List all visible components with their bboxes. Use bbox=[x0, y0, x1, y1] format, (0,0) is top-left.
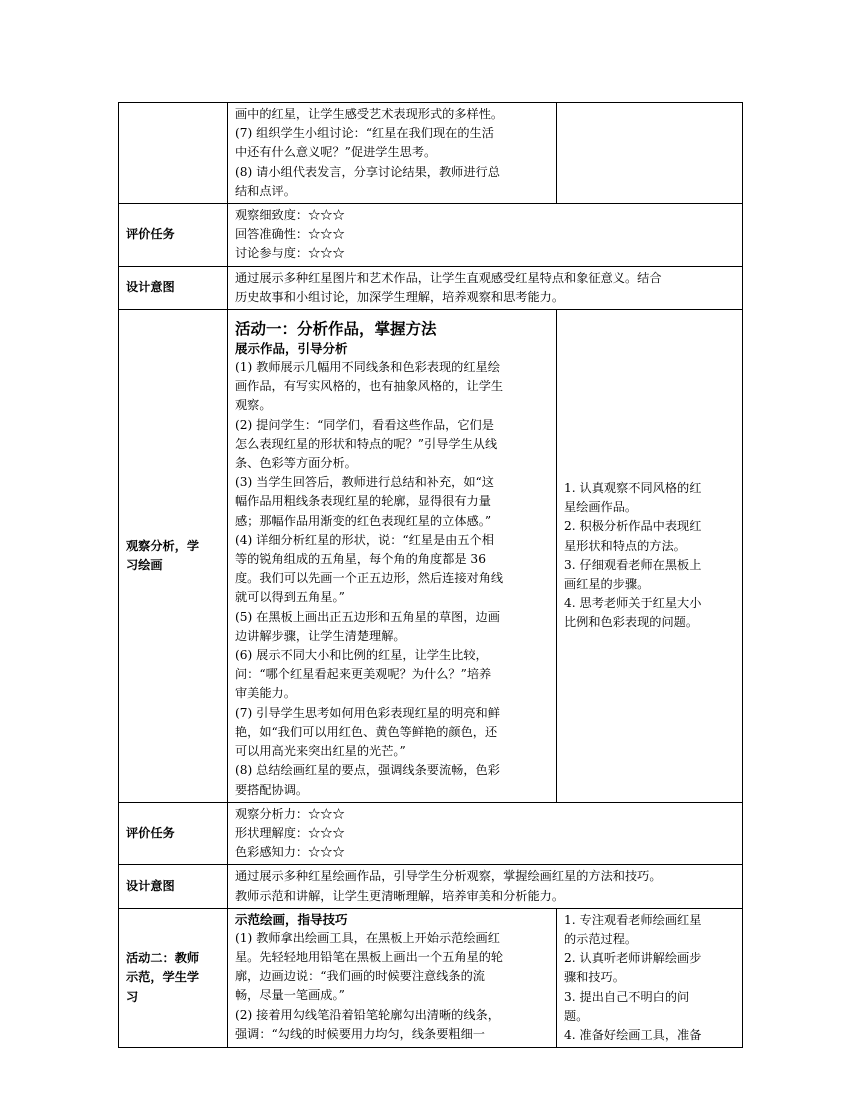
table-row bbox=[119, 865, 743, 908]
text-line: 感；那幅作品用渐变的红色表现红星的立体感。” bbox=[235, 513, 492, 528]
text-line: 讨论参与度：☆☆☆ bbox=[235, 246, 345, 261]
text-line: 条、色彩等方面分析。 bbox=[235, 456, 357, 471]
text-line: 回答准确性：☆☆☆ bbox=[235, 227, 345, 242]
text-line: 畅，尽量一笔画成。” bbox=[235, 988, 345, 1003]
text-line: 的示范过程。 bbox=[564, 931, 638, 946]
text-line: 审美能力。 bbox=[235, 686, 296, 701]
text-line: 可以用高光来突出红星的光芒。” bbox=[235, 744, 406, 759]
activity-title: 活动一：分析作品，掌握方法 bbox=[235, 320, 437, 339]
label-line: 习 bbox=[126, 989, 139, 1004]
text-line: (8) 请小组代表发言，分享讨论结果，教师进行总 bbox=[235, 164, 500, 179]
text-line: 1. 专注观看老师绘画红星 bbox=[564, 912, 702, 927]
text-line: (8) 总结绘画红星的要点，强调线条要流畅，色彩 bbox=[235, 763, 500, 778]
text-line: 色彩感知力：☆☆☆ bbox=[235, 845, 345, 860]
text-line: 2. 认真听老师讲解绘画步 bbox=[564, 951, 702, 966]
activity-subtitle: 示范绘画，指导技巧 bbox=[235, 911, 348, 927]
text-line: 要搭配协调。 bbox=[235, 782, 309, 797]
text-line: 观察分析力：☆☆☆ bbox=[235, 806, 345, 821]
text-line: (6) 展示不同大小和比例的红星，让学生比较， bbox=[235, 648, 488, 663]
text-line: 形状理解度：☆☆☆ bbox=[235, 825, 345, 840]
text-line: 4. 准备好绘画工具，准备 bbox=[564, 1027, 702, 1042]
text-line: 1. 认真观察不同风格的红 bbox=[564, 481, 702, 496]
label-line: 示范，学生学 bbox=[126, 970, 200, 985]
text-line: (3) 当学生回答后，教师进行总结和补充，如“这 bbox=[235, 475, 494, 490]
text-line: 教师示范和讲解，让学生更清晰理解，培养审美和分析能力。 bbox=[235, 888, 565, 903]
text-line: (7) 引导学生思考如何用色彩表现红星的明亮和鲜 bbox=[235, 705, 500, 720]
text-line: (5) 在黑板上画出正五边形和五角星的草图，边画 bbox=[235, 609, 500, 624]
text-line: 星绘画作品。 bbox=[564, 500, 638, 515]
text-line: 4. 思考老师关于红星大小 bbox=[564, 596, 702, 611]
text-line: 问：“哪个红星看起来更美观呢？为什么？”培养 bbox=[235, 667, 492, 682]
text-line: 画作品，有写实风格的，也有抽象风格的，让学生 bbox=[235, 379, 504, 394]
row-label bbox=[119, 908, 228, 1047]
text-line: (4) 详细分析红星的形状，说：“红星是由五个相 bbox=[235, 532, 494, 547]
student-activity-cell bbox=[557, 908, 743, 1047]
label-line: 观察分析，学 bbox=[126, 538, 200, 553]
row-label: 设计意图 bbox=[119, 266, 228, 309]
text-line: 观察。 bbox=[235, 398, 272, 413]
text-line: 星。先轻轻地用铅笔在黑板上画出一个五角星的轮 bbox=[235, 949, 504, 964]
student-activity-cell bbox=[557, 310, 743, 803]
row-label: 评价任务 bbox=[119, 802, 228, 865]
text-line: 幅作品用粗线条表现红星的轮廓，显得很有力量 bbox=[235, 494, 491, 509]
text-line: 怎么表现红星的形状和特点的呢？”引导学生从线 bbox=[235, 436, 498, 451]
text-line: (2) 提问学生：“同学们，看看这些作品，它们是 bbox=[235, 417, 494, 432]
text-line: 度。我们可以先画一个正五边形，然后连接对角线 bbox=[235, 571, 504, 586]
label-line: 习绘画 bbox=[126, 557, 163, 572]
row-label bbox=[119, 310, 228, 803]
text-line: 强调：“勾线的时候要用力均匀，线条要粗细一 bbox=[235, 1026, 485, 1041]
evaluation-cell bbox=[228, 802, 743, 865]
table-row bbox=[119, 802, 743, 865]
text-line: 比例和色彩表现的问题。 bbox=[564, 615, 699, 630]
row-label: 设计意图 bbox=[119, 865, 228, 908]
evaluation-cell bbox=[228, 204, 743, 267]
table-row bbox=[119, 908, 743, 1047]
row-label: 评价任务 bbox=[119, 204, 228, 267]
student-cell-empty bbox=[557, 103, 743, 204]
text-line: (1) 教师拿出绘画工具，在黑板上开始示范绘画红 bbox=[235, 930, 500, 945]
text-line: 3. 仔细观看老师在黑板上 bbox=[564, 557, 702, 572]
table-row bbox=[119, 103, 743, 204]
text-line: (1) 教师展示几幅用不同线条和色彩表现的红星绘 bbox=[235, 360, 500, 375]
text-line: 通过展示多种红星绘画作品，引导学生分析观察，掌握绘画红星的方法和技巧。 bbox=[235, 869, 662, 884]
text-line: 3. 提出自己不明白的问 bbox=[564, 989, 690, 1004]
text-line: 边讲解步骤，让学生清楚理解。 bbox=[235, 628, 406, 643]
text-line: 画红星的步骤。 bbox=[564, 577, 650, 592]
text-line: 就可以得到五角星。” bbox=[235, 590, 345, 605]
table-row bbox=[119, 266, 743, 309]
text-line: 通过展示多种红星图片和艺术作品，让学生直观感受红星特点和象征意义。结合 bbox=[235, 270, 662, 285]
text-line: 观察细致度：☆☆☆ bbox=[235, 208, 345, 223]
table-row bbox=[119, 310, 743, 803]
text-line: (7) 组织学生小组讨论：“红星在我们现在的生活 bbox=[235, 126, 494, 141]
text-line: 等的锐角组成的五角星，每个角的角度都是 36 bbox=[235, 552, 486, 567]
activity-cell bbox=[228, 908, 557, 1047]
lesson-plan-table bbox=[118, 102, 743, 1048]
activity-subtitle: 展示作品，引导分析 bbox=[235, 341, 348, 357]
activity-cell bbox=[228, 310, 557, 803]
text-line: 星形状和特点的方法。 bbox=[564, 538, 686, 553]
text-line: 中还有什么意义呢？”促进学生思考。 bbox=[235, 145, 437, 160]
label-line: 活动二：教师 bbox=[126, 951, 200, 966]
text-line: 结和点评。 bbox=[235, 183, 296, 198]
table-row bbox=[119, 204, 743, 267]
design-intent-cell bbox=[228, 865, 743, 908]
text-line: 2. 积极分析作品中表现红 bbox=[564, 519, 702, 534]
text-line: 画中的红星，让学生感受艺术表现形式的多样性。 bbox=[235, 107, 504, 121]
text-line: 骤和技巧。 bbox=[564, 970, 625, 985]
text-line: 历史故事和小组讨论，加深学生理解，培养观察和思考能力。 bbox=[235, 289, 565, 304]
label-cell-empty bbox=[119, 103, 228, 204]
activity-cell bbox=[228, 103, 557, 204]
text-line: (2) 接着用勾线笔沿着铅笔轮廓勾出清晰的线条， bbox=[235, 1007, 500, 1022]
text-line: 廓，边画边说：“我们画的时候要注意线条的流 bbox=[235, 969, 485, 984]
text-line: 艳，如“我们可以用红色、黄色等鲜艳的颜色，还 bbox=[235, 724, 498, 739]
design-intent-cell bbox=[228, 266, 743, 309]
text-line: 题。 bbox=[564, 1008, 589, 1023]
